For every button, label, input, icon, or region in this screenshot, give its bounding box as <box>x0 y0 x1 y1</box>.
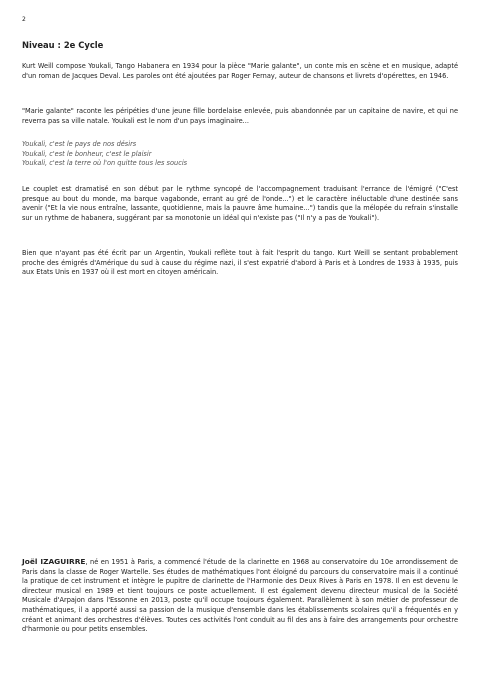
lyrics-quote <box>22 140 322 169</box>
author-name: Joël IZAGUIRRE <box>22 557 86 566</box>
page-number: 2 <box>22 16 26 23</box>
lyric-line: Youkali, c'est le bonheur, c'est le plaisir <box>22 149 152 158</box>
author-biography <box>22 557 458 635</box>
intro-paragraph: Kurt Weill compose Youkali, Tango Habanera en 1934 pour la pièce "Marie galante", un conte mis en scène et en musique, adapté d'un roman de Jacques Deval. Les paroles ont été ajoutées par Roger Fernay, auteur de chansons et livrets d'opérettes, en 1946. <box>22 62 458 80</box>
lyric-line: Youkali, c'est le pays de nos désirs <box>22 140 137 148</box>
lyric-line: Youkali, c'est la terre où l'on quitte tous les soucis <box>22 159 188 168</box>
author-bio-text: , né en 1951 à Paris, a commencé l'étude de la clarinette en 1968 au conservatoire du 10e arrondissement de Paris dans la classe de Roger Wartelle. Ses études de mathématiques l'ont éloigné du parcours du conservatoire mais il a continué la pratique de cet instrument et intègre le pupitre de clarinette de l'Harmonie des Deux Rives à Paris en 1978. Il en est devenu le directeur musical en 1989 et tient toujours ce poste actuellement. Il est également devenu directeur musical de la Société Musicale d'Arpajon dans l'Essonne en 2013, poste qu'il occupe toujours également. Parallèlement à son métier de professeur de mathématiques, il a apporté aussi sa passion de la musique d'ensemble dans les établissements scolaires qu'il a fréquentés en y créant et animant des orchestres d'élèves. Toutes ces activités l'ont conduit au fil des ans à faire des arrangements pour orchestre d'harmonie ou pour petits ensembles. <box>22 558 458 634</box>
analysis-paragraph: Le couplet est dramatisé en son début par le rythme syncopé de l'accompagnement traduisant l'errance de l'émigré ("C'est presque au bout du monde, ma barque vagabonde, errant au gré de l'onde...") et le caractère inéluctable d'une destinée sans avenir ("Et la vie nous entraîne, lassante, quotidienne, mais la pauvre âme humaine...") tandis que la mélopée du refrain s'installe sur un rythme de habanera, suggérant par sa monotonie un idéal qui n'existe pas ("Il n'y a pas de Youkali"). <box>22 185 458 222</box>
context-paragraph: Bien que n'ayant pas été écrit par un Argentin, Youkali reflète tout à fait l'esprit du tango. Kurt Weill se sentant probablement proche des émigrés d'Amérique du sud à cause du régime nazi, il s'est expatrié d'abord à Paris et à Londres de 1933 à 1935, puis aux Etats Unis en 1937 où il est mort en citoyen américain. <box>22 249 458 277</box>
story-paragraph: "Marie galante" raconte les péripéties d'une jeune fille bordelaise enlevée, puis abandonnée par un capitaine de navire, et qui ne reverra pas sa ville natale. Youkali est le nom d'un pays imaginaire... <box>22 107 458 125</box>
level-heading: Niveau : 2e Cycle <box>22 40 104 50</box>
